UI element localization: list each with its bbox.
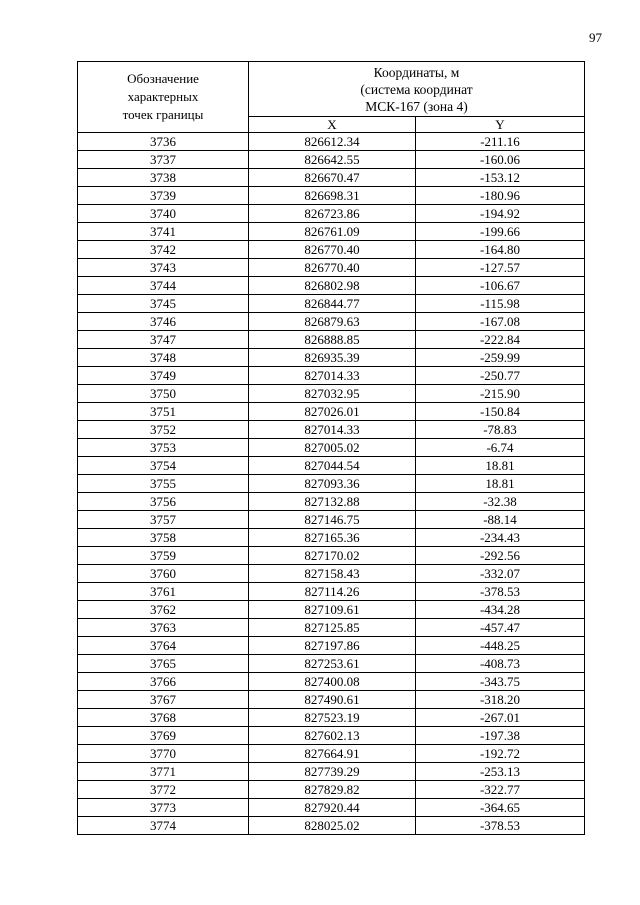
header-point-line-1: Обозначение bbox=[127, 71, 199, 86]
point-cell: 3770 bbox=[78, 745, 249, 763]
point-cell: 3738 bbox=[78, 169, 249, 187]
x-coordinate-cell: 827739.29 bbox=[249, 763, 416, 781]
table-row bbox=[78, 763, 585, 781]
point-cell: 3766 bbox=[78, 673, 249, 691]
header-point-line-2: характерных bbox=[127, 89, 199, 104]
point-cell: 3772 bbox=[78, 781, 249, 799]
point-cell: 3773 bbox=[78, 799, 249, 817]
table-row bbox=[78, 691, 585, 709]
table-row bbox=[78, 385, 585, 403]
header-coords-line-3: МСК-167 (зона 4) bbox=[365, 98, 468, 114]
y-coordinate-cell: -211.16 bbox=[416, 133, 585, 151]
y-coordinate-cell: -194.92 bbox=[416, 205, 585, 223]
y-coordinate-cell: -364.65 bbox=[416, 799, 585, 817]
point-cell: 3744 bbox=[78, 277, 249, 295]
header-point-designation bbox=[78, 62, 249, 133]
table-row bbox=[78, 403, 585, 421]
table-row bbox=[78, 421, 585, 439]
x-coordinate-cell: 826844.77 bbox=[249, 295, 416, 313]
y-coordinate-cell: -115.98 bbox=[416, 295, 585, 313]
x-coordinate-cell: 826935.39 bbox=[249, 349, 416, 367]
table-row bbox=[78, 349, 585, 367]
y-coordinate-cell: -160.06 bbox=[416, 151, 585, 169]
point-cell: 3747 bbox=[78, 331, 249, 349]
header-coords-line-1: Координаты, м bbox=[373, 64, 460, 80]
table-row bbox=[78, 601, 585, 619]
x-coordinate-cell: 827197.86 bbox=[249, 637, 416, 655]
y-coordinate-cell: -150.84 bbox=[416, 403, 585, 421]
table-body bbox=[78, 133, 585, 835]
x-coordinate-cell: 826802.98 bbox=[249, 277, 416, 295]
table-row bbox=[78, 187, 585, 205]
y-coordinate-cell: -6.74 bbox=[416, 439, 585, 457]
x-coordinate-cell: 826761.09 bbox=[249, 223, 416, 241]
x-coordinate-cell: 827093.36 bbox=[249, 475, 416, 493]
x-coordinate-cell: 827026.01 bbox=[249, 403, 416, 421]
y-coordinate-cell: -343.75 bbox=[416, 673, 585, 691]
point-cell: 3736 bbox=[78, 133, 249, 151]
y-coordinate-cell: 18.81 bbox=[416, 457, 585, 475]
point-cell: 3758 bbox=[78, 529, 249, 547]
point-cell: 3761 bbox=[78, 583, 249, 601]
y-coordinate-cell: -234.43 bbox=[416, 529, 585, 547]
header-point-line-3: точек границы bbox=[122, 107, 204, 122]
x-coordinate-cell: 827014.33 bbox=[249, 367, 416, 385]
y-coordinate-cell: -164.80 bbox=[416, 241, 585, 259]
y-coordinate-cell: -448.25 bbox=[416, 637, 585, 655]
y-coordinate-cell: -378.53 bbox=[416, 817, 585, 835]
y-coordinate-cell: -180.96 bbox=[416, 187, 585, 205]
y-coordinate-cell: -88.14 bbox=[416, 511, 585, 529]
point-cell: 3762 bbox=[78, 601, 249, 619]
point-cell: 3774 bbox=[78, 817, 249, 835]
y-coordinate-cell: -318.20 bbox=[416, 691, 585, 709]
y-coordinate-cell: -292.56 bbox=[416, 547, 585, 565]
table-row bbox=[78, 655, 585, 673]
table-row bbox=[78, 547, 585, 565]
y-coordinate-cell: -378.53 bbox=[416, 583, 585, 601]
table-row bbox=[78, 313, 585, 331]
x-coordinate-cell: 827146.75 bbox=[249, 511, 416, 529]
point-cell: 3769 bbox=[78, 727, 249, 745]
x-coordinate-cell: 826879.63 bbox=[249, 313, 416, 331]
point-cell: 3754 bbox=[78, 457, 249, 475]
y-coordinate-cell: -267.01 bbox=[416, 709, 585, 727]
x-coordinate-cell: 827125.85 bbox=[249, 619, 416, 637]
table-row bbox=[78, 295, 585, 313]
header-x: X bbox=[249, 117, 416, 133]
table-row bbox=[78, 745, 585, 763]
x-coordinate-cell: 827109.61 bbox=[249, 601, 416, 619]
point-cell: 3760 bbox=[78, 565, 249, 583]
x-coordinate-cell: 828025.02 bbox=[249, 817, 416, 835]
table-row bbox=[78, 583, 585, 601]
x-coordinate-cell: 827490.61 bbox=[249, 691, 416, 709]
table-row bbox=[78, 205, 585, 223]
table-row bbox=[78, 799, 585, 817]
x-coordinate-cell: 827602.13 bbox=[249, 727, 416, 745]
header-y: Y bbox=[416, 117, 585, 133]
y-coordinate-cell: -332.07 bbox=[416, 565, 585, 583]
y-coordinate-cell: -199.66 bbox=[416, 223, 585, 241]
y-coordinate-cell: -215.90 bbox=[416, 385, 585, 403]
x-coordinate-cell: 827005.02 bbox=[249, 439, 416, 457]
table-row bbox=[78, 511, 585, 529]
x-coordinate-cell: 827664.91 bbox=[249, 745, 416, 763]
y-coordinate-cell: -197.38 bbox=[416, 727, 585, 745]
table-row bbox=[78, 565, 585, 583]
y-coordinate-cell: -167.08 bbox=[416, 313, 585, 331]
x-coordinate-cell: 827165.36 bbox=[249, 529, 416, 547]
y-coordinate-cell: -457.47 bbox=[416, 619, 585, 637]
table-row bbox=[78, 151, 585, 169]
x-coordinate-cell: 826612.34 bbox=[249, 133, 416, 151]
coordinates-table bbox=[77, 61, 585, 835]
table-row bbox=[78, 331, 585, 349]
y-coordinate-cell: -127.57 bbox=[416, 259, 585, 277]
y-coordinate-cell: -250.77 bbox=[416, 367, 585, 385]
point-cell: 3743 bbox=[78, 259, 249, 277]
x-coordinate-cell: 827032.95 bbox=[249, 385, 416, 403]
point-cell: 3759 bbox=[78, 547, 249, 565]
table-header bbox=[78, 62, 585, 133]
table-row bbox=[78, 223, 585, 241]
table-row bbox=[78, 709, 585, 727]
y-coordinate-cell: -153.12 bbox=[416, 169, 585, 187]
x-coordinate-cell: 827170.02 bbox=[249, 547, 416, 565]
point-cell: 3751 bbox=[78, 403, 249, 421]
x-coordinate-cell: 826770.40 bbox=[249, 241, 416, 259]
table-row bbox=[78, 457, 585, 475]
table-row bbox=[78, 367, 585, 385]
point-cell: 3750 bbox=[78, 385, 249, 403]
point-cell: 3765 bbox=[78, 655, 249, 673]
table-row bbox=[78, 475, 585, 493]
x-coordinate-cell: 827044.54 bbox=[249, 457, 416, 475]
y-coordinate-cell: -434.28 bbox=[416, 601, 585, 619]
x-coordinate-cell: 827014.33 bbox=[249, 421, 416, 439]
x-coordinate-cell: 826698.31 bbox=[249, 187, 416, 205]
table-row bbox=[78, 817, 585, 835]
y-coordinate-cell: -78.83 bbox=[416, 421, 585, 439]
header-coordinates bbox=[249, 62, 585, 117]
table-row bbox=[78, 169, 585, 187]
y-coordinate-cell: -322.77 bbox=[416, 781, 585, 799]
table-row bbox=[78, 727, 585, 745]
table-row bbox=[78, 781, 585, 799]
y-coordinate-cell: -222.84 bbox=[416, 331, 585, 349]
point-cell: 3737 bbox=[78, 151, 249, 169]
point-cell: 3749 bbox=[78, 367, 249, 385]
y-coordinate-cell: -408.73 bbox=[416, 655, 585, 673]
page-number: 97 bbox=[589, 30, 602, 45]
point-cell: 3752 bbox=[78, 421, 249, 439]
table-row bbox=[78, 133, 585, 151]
point-cell: 3740 bbox=[78, 205, 249, 223]
y-coordinate-cell: -253.13 bbox=[416, 763, 585, 781]
table-row bbox=[78, 619, 585, 637]
x-coordinate-cell: 827132.88 bbox=[249, 493, 416, 511]
point-cell: 3742 bbox=[78, 241, 249, 259]
x-coordinate-cell: 826670.47 bbox=[249, 169, 416, 187]
x-coordinate-cell: 827829.82 bbox=[249, 781, 416, 799]
x-coordinate-cell: 827158.43 bbox=[249, 565, 416, 583]
table-row bbox=[78, 493, 585, 511]
table-row bbox=[78, 277, 585, 295]
point-cell: 3768 bbox=[78, 709, 249, 727]
y-coordinate-cell: -32.38 bbox=[416, 493, 585, 511]
x-coordinate-cell: 827920.44 bbox=[249, 799, 416, 817]
y-coordinate-cell: -192.72 bbox=[416, 745, 585, 763]
point-cell: 3757 bbox=[78, 511, 249, 529]
x-coordinate-cell: 827523.19 bbox=[249, 709, 416, 727]
x-coordinate-cell: 827253.61 bbox=[249, 655, 416, 673]
point-cell: 3767 bbox=[78, 691, 249, 709]
point-cell: 3741 bbox=[78, 223, 249, 241]
header-coords-line-2: (система координат bbox=[360, 81, 473, 97]
point-cell: 3755 bbox=[78, 475, 249, 493]
point-cell: 3753 bbox=[78, 439, 249, 457]
x-coordinate-cell: 826888.85 bbox=[249, 331, 416, 349]
x-coordinate-cell: 826770.40 bbox=[249, 259, 416, 277]
table-row bbox=[78, 259, 585, 277]
point-cell: 3764 bbox=[78, 637, 249, 655]
y-coordinate-cell: -106.67 bbox=[416, 277, 585, 295]
point-cell: 3739 bbox=[78, 187, 249, 205]
table-row bbox=[78, 673, 585, 691]
table-row bbox=[78, 529, 585, 547]
table-row bbox=[78, 439, 585, 457]
table-row bbox=[78, 637, 585, 655]
point-cell: 3748 bbox=[78, 349, 249, 367]
x-coordinate-cell: 826723.86 bbox=[249, 205, 416, 223]
x-coordinate-cell: 827114.26 bbox=[249, 583, 416, 601]
point-cell: 3771 bbox=[78, 763, 249, 781]
y-coordinate-cell: 18.81 bbox=[416, 475, 585, 493]
point-cell: 3756 bbox=[78, 493, 249, 511]
x-coordinate-cell: 827400.08 bbox=[249, 673, 416, 691]
point-cell: 3763 bbox=[78, 619, 249, 637]
point-cell: 3745 bbox=[78, 295, 249, 313]
point-cell: 3746 bbox=[78, 313, 249, 331]
y-coordinate-cell: -259.99 bbox=[416, 349, 585, 367]
x-coordinate-cell: 826642.55 bbox=[249, 151, 416, 169]
table-row bbox=[78, 241, 585, 259]
